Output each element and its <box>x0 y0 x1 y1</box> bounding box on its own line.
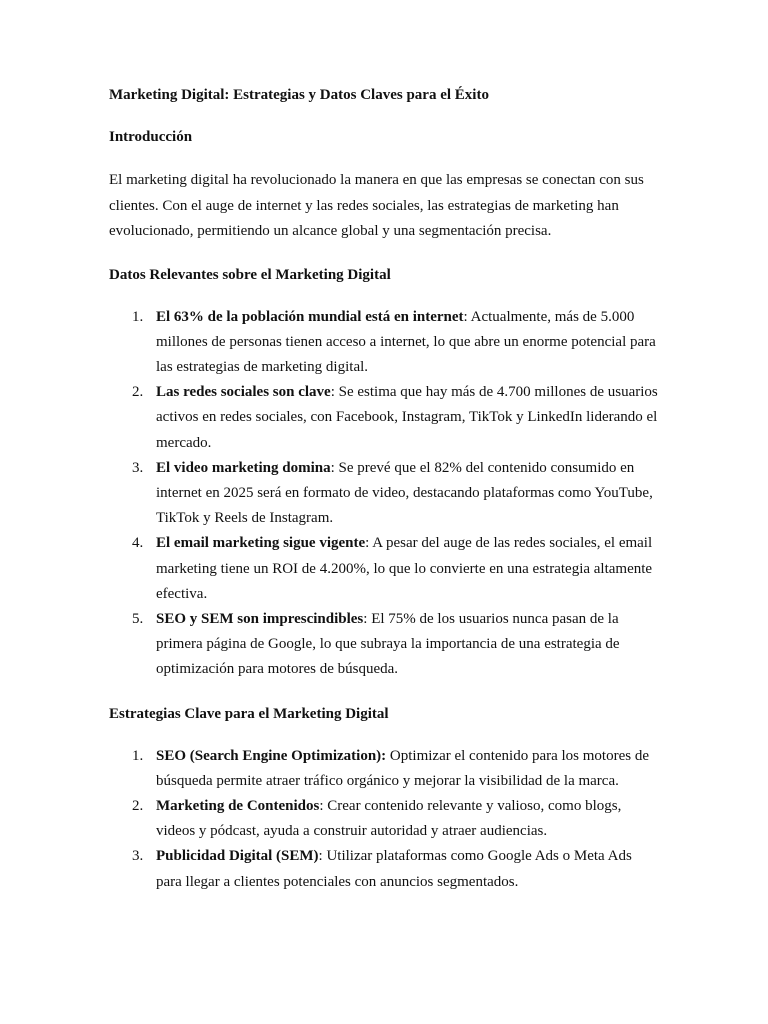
list-item <box>109 531 659 607</box>
list-item <box>109 456 659 532</box>
list-number: 2. <box>132 797 144 814</box>
list-number: 1. <box>132 308 144 325</box>
list-term: Las redes sociales son clave <box>156 384 331 401</box>
list-separator: : <box>318 848 323 865</box>
estrategias-heading: Estrategias Clave para el Marketing Digital <box>109 705 389 722</box>
datos-heading: Datos Relevantes sobre el Marketing Digital <box>109 266 391 283</box>
list-separator: : <box>319 797 324 814</box>
datos-list <box>109 305 659 683</box>
list-text: Actualmente, más de 5.000 millones de personas tienen acceso a internet, lo que abre un enorme potencial para las estrategias de marketing digital. <box>156 308 656 375</box>
list-item <box>109 607 659 683</box>
list-separator: : <box>463 308 468 325</box>
list-text: Optimizar el contenido para los motores de búsqueda permite atraer tráfico orgánico y mejorar la visibilidad de la marca. <box>156 747 649 789</box>
list-term: Publicidad Digital (SEM) <box>156 848 319 865</box>
list-item <box>109 844 659 894</box>
list-number: 5. <box>132 610 144 627</box>
list-term: SEO (Search Engine Optimization): <box>156 747 387 764</box>
list-separator: : <box>330 384 335 401</box>
list-text: Se prevé que el 82% del contenido consumido en internet en 2025 será en formato de video, destacando plataformas como YouTube, TikTok y Reels de Instagram. <box>156 459 653 527</box>
list-item <box>109 380 659 456</box>
list-separator: : <box>365 535 370 552</box>
list-term: SEO y SEM son imprescindibles <box>156 610 364 627</box>
document-page <box>109 84 659 915</box>
list-item <box>109 794 659 844</box>
intro-paragraph: El marketing digital ha revolucionado la manera en que las empresas se conectan con sus clientes. Con el auge de internet y las redes sociales, las estrategias de marketing han evolucionado, permitiendo un alcance global y una segmentación precisa. <box>109 172 644 239</box>
list-term: El 63% de la población mundial está en internet <box>156 308 464 325</box>
list-number: 2. <box>132 384 144 401</box>
list-text: Se estima que hay más de 4.700 millones de usuarios activos en redes sociales, con Facebook, Instagram, TikTok y LinkedIn liderando el mercado. <box>156 384 658 451</box>
list-item <box>109 744 659 794</box>
intro-heading: Introducción <box>109 129 193 145</box>
estrategias-list <box>109 744 659 895</box>
list-number: 3. <box>132 848 144 865</box>
list-separator: : <box>363 610 368 627</box>
list-number: 1. <box>132 747 144 764</box>
list-text: Crear contenido relevante y valioso, como blogs, videos y pódcast, ayuda a construir autoridad y atraer audiencias. <box>156 797 622 840</box>
list-term: Marketing de Contenidos <box>156 797 320 814</box>
list-text: El 75% de los usuarios nunca pasan de la primera página de Google, lo que subraya la importancia de una estrategia de optimización para motores de búsqueda. <box>156 610 620 678</box>
list-text: A pesar del auge de las redes sociales, el email marketing tiene un ROI de 4.200%, lo que lo convierte en una estrategia altamente efectiva. <box>156 535 653 602</box>
list-number: 3. <box>132 459 144 476</box>
document-title: Marketing Digital: Estrategias y Datos Claves para el Éxito <box>109 87 489 103</box>
list-separator: : <box>330 459 335 476</box>
list-item <box>109 305 659 381</box>
list-number: 4. <box>132 535 144 552</box>
list-term: El video marketing domina <box>156 459 331 476</box>
list-term: El email marketing sigue vigente <box>156 535 366 552</box>
list-text: Utilizar plataformas como Google Ads o Meta Ads para llegar a clientes potenciales con anuncios segmentados. <box>156 848 632 890</box>
